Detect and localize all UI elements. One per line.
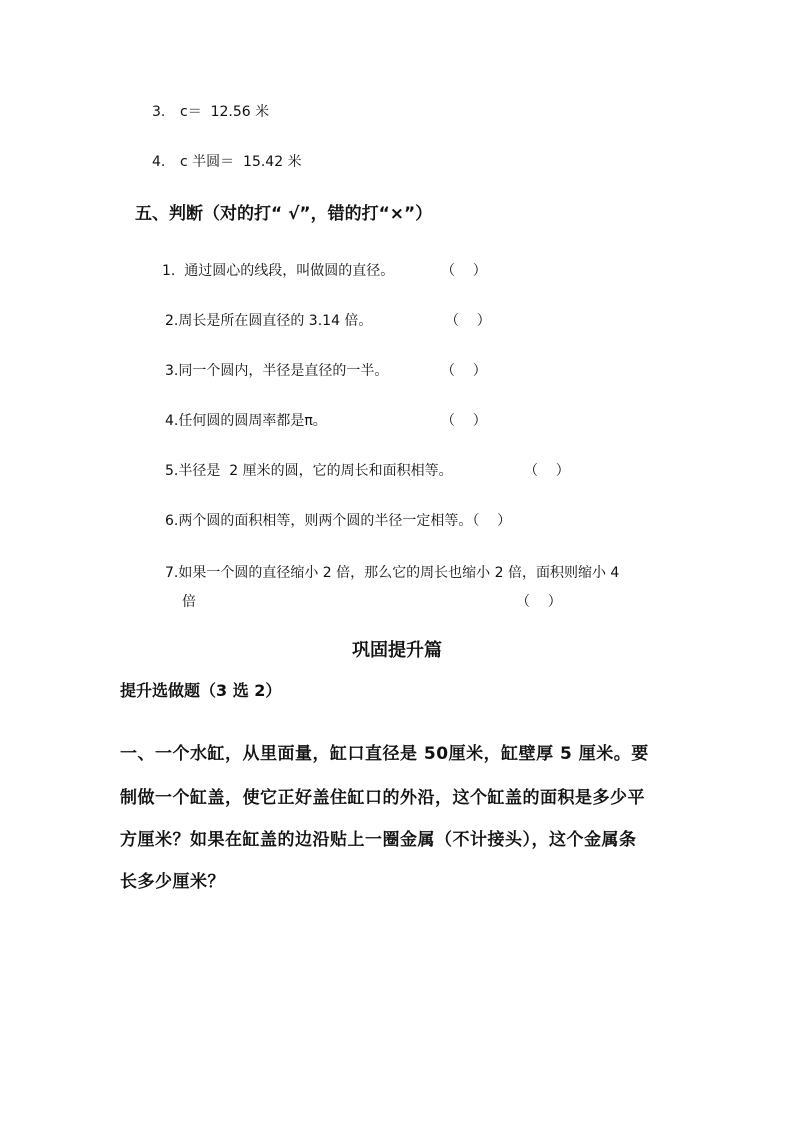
judge-item-2: 2.周长是所在圆直径的 3.14 倍。 — [165, 313, 373, 329]
judge-item-3: 3.同一个圆内，半径是直径的一半。 — [165, 363, 389, 379]
judge-item-5: 5.半径是 2 厘米的圆，它的周长和面积相等。 — [165, 463, 453, 479]
judge-item-1-paren: （ ） — [441, 263, 487, 279]
judge-item-5-paren: （ ） — [524, 463, 570, 479]
answer-3-text: c＝ 12.56 米 — [180, 104, 270, 120]
problem-line-4: 长多少厘米？ — [120, 872, 225, 892]
judge-item-4-paren: （ ） — [441, 413, 487, 429]
judge-item-4: 4.任何圆的圆周率都是π。 — [165, 413, 327, 429]
answer-4-text: c 半圆＝ 15.42 米 — [180, 154, 302, 170]
answer-4-number: 4. — [152, 154, 166, 170]
judge-heading: 五、判断（对的打“ √”，错的打“×”） — [135, 204, 433, 224]
section-title: 巩固提升篇 — [352, 640, 442, 661]
problem-line-3: 方厘米？如果在缸盖的边沿贴上一圈金属（不计接头），这个金属条 — [120, 830, 637, 850]
judge-item-3-paren: （ ） — [441, 363, 487, 379]
judge-item-7: 7.如果一个圆的直径缩小 2 倍，那么它的周长也缩小 2 倍，面积则缩小 4 — [165, 565, 620, 581]
judge-item-7-continued: 倍 — [182, 594, 196, 610]
judge-item-6: 6.两个圆的面积相等，则两个圆的半径一定相等。（ ） — [165, 513, 512, 529]
answer-3-number: 3. — [152, 104, 166, 120]
subheading: 提升选做题（3 选 2） — [120, 681, 282, 700]
judge-item-1: 1. 通过圆心的线段，叫做圆的直径。 — [162, 263, 395, 279]
judge-item-2-paren: （ ） — [445, 313, 491, 329]
problem-line-1: 一、一个水缸，从里面量，缸口直径是 50厘米，缸壁厚 5 厘米。要 — [120, 744, 649, 764]
problem-line-2: 制做一个缸盖，使它正好盖住缸口的外沿，这个缸盖的面积是多少平 — [120, 788, 645, 808]
judge-item-7-paren: （ ） — [516, 594, 562, 610]
